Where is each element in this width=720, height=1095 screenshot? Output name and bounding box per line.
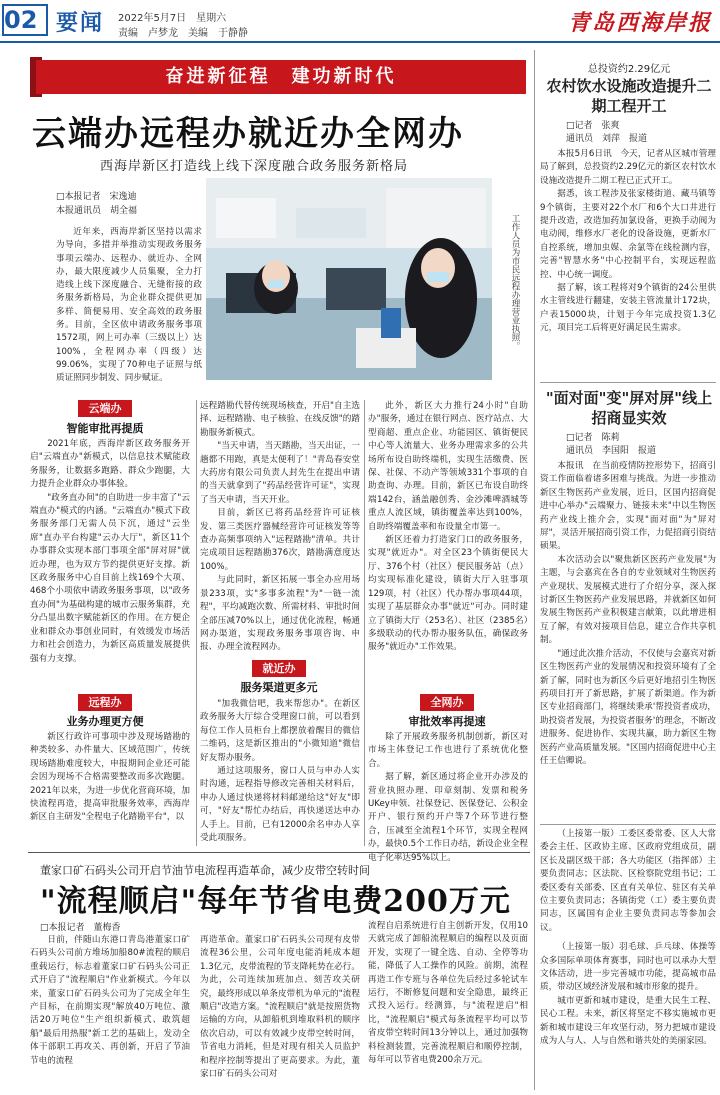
column-divider — [364, 400, 365, 846]
right-article-byline — [566, 120, 647, 146]
byline-correspondent: 通讯员 李国阳 报道 — [566, 446, 657, 456]
paragraph: "政务直办间"的自助进一步丰富了"云端直办"模式的内涵。"云端直办"模式下政务服务部门无需人员下沉，通过"云坐席"直办平台构建"云办大厅"，新区11个办事群众实现本部门事项全部"屏对屏"就近办理，也为双方节约提供更好支撑。新区政务服务中心自目前上线169个大项、468个小项依申请政务服务事项，以"政务直办间"为基础构建的城市云服务集群，充分凸显出数字赋能新区的作用。在方便企业和群众办事创业同时，有效缓发市场活力和社会创造力，为新区高质量发展提供强有力支撑。 — [30, 492, 190, 664]
photo-caption: 工作人员为市民远程办理营业执照。 — [510, 214, 520, 350]
lead-col2-body-2 — [200, 698, 360, 848]
paragraph: "通过此次推介活动，不仅使与会嘉宾对新区生物医药产业的发展情况和投资环境有了全新了解，同时也为新区今后更好地招引生物医药项目打开了新思路，扩展了新渠道。作为新区专业招商部门，将继续秉承'帮投资者成功，助投资者发展，为投资者服务'的理念，不断改进服务、促进协作、实现共赢，助力新区生物医药产业高质量发展。"区国内招商促进中心主任王信卿说。 — [540, 648, 716, 766]
lead-intro-text: 近年来，西海岸新区坚持以需求为导向，多措并举推动实现政务服务事项云端办、远程办、就近办、全网办，最大限度减少人员集聚，全力打造线上线下深度融合、无缝衔接的政务服务新格局，为企业群众提供更加多样、简便易用、安全高效的政务服务。目前，全区依申请政务服务事项1572项，网上可办率（三级以上）达100%，全程网办率（四级）达99.06%，实现了70种电子证照与纸质证照同步制发、同步赋证。 — [56, 227, 202, 384]
right-article-kicker: 总投资约2.29亿元 — [587, 64, 671, 75]
paragraph: 远程踏勘代替传统现场核查，开启"自主选择、远程踏勘、电子核验、在线反馈"的踏勘服务新模式。 — [200, 401, 360, 438]
section-name: 要闻 — [56, 11, 105, 36]
subhead-smart-approval: 智能审批再提质 — [66, 422, 144, 435]
subhead-convenient-handling: 业务办理更方便 — [66, 715, 144, 728]
paragraph: 据悉，该工程涉及张家楼街道、藏马镇等9个镇街，主要对22个水厂和6个大口井进行提升改造，改造加药加氯设备，更换手动阀为电动阀，维修水厂老化的设备设施，更新水厂自控系统，增加虫媒、余氯等在线检测内容，完善"智慧水务"中心控制平台，实现远程监控、中心统一调度。 — [540, 189, 716, 280]
paragraph: "加我微信吧，我来帮您办"。在新区政务服务大厅综合受理窗口前，可以看到每位工作人员柜台上都摆放着醒目的微信二维码，这是新区推出的"小微知道"微信好友帮办服务。 — [200, 699, 360, 763]
section-separator — [28, 852, 530, 853]
office-scene-image — [206, 178, 492, 380]
paragraph: 流程自启系统进行自主创新开发，仅用10天就完成了卸船流程顺启的编程以及页面开发，实现了一键全选、自动、全停等功能，降低了人工操作的风险。前期，流程再造工作专班与各单位先后经过多轮试车运行，不断修复问题和安全隐患，最终正式投入运行。经测算，与"流程逆启"相比，"流程顺启"模式每条流程平均可以节省皮带空转时间13分钟以上，通过加强物料检测装置，完善流程顺启和顺停控制，每年可以节省电费200余万元。 — [368, 921, 528, 1066]
paragraph: 目前，新区已将药品经营许可证核发、第三类医疗器械经营许可证核发等等查办高频事项纳入"远程踏勘"清单。共计完成项目远程踏勘376次，踏勘满意度达100%。 — [200, 508, 360, 572]
bottom-article-kicker: 董家口矿石码头公司开启节油节电流程再造革命，减少皮带空转时间 — [40, 864, 370, 877]
theme-banner: 奋进新征程 建功新时代 — [36, 60, 526, 94]
paragraph: 本报5月6日讯 今天，记者从区城市管理局了解到，总投资约2.29亿元的新区农村饮水设施改造提升二期工程已正式开工。 — [540, 149, 716, 186]
lead-byline — [56, 190, 137, 218]
lead-col1-body-2 — [30, 731, 190, 847]
paragraph: 此外，新区大力推行24小时"自助办"服务，通过在银行网点、医疗站点、大型商超、重点企业、功能园区、镇街便民中心等人流量大、业务办理需求多的公共场所布设自助终端机，实现生活缴费、医保、社保、不动产等领域331个事项的自助查询、办理。目前，新区已布设自助终端142台，涵盖融创秀、金沙滩啤酒城等重点人流区域，镇街覆盖率达到100%，自助终端覆盖率和布设量全市第一。 — [368, 401, 528, 532]
right-article2-body — [540, 460, 716, 822]
paragraph: 通过这项服务，窗口人员与申办人实时沟通，远程指导修改完善相关材料后，申办人通过快递将材料邮递给这"好友"即可，"好友"帮忙办结后，再快递送达申办人手上。目前，已有12000余名申办人享受此项服务。 — [200, 766, 360, 844]
article-separator — [540, 382, 716, 383]
subhead-faster-approval: 审批效率再提速 — [408, 715, 486, 728]
continued-articles — [540, 828, 716, 1092]
subhead-diverse-channels: 服务渠道更多元 — [240, 681, 318, 694]
byline-correspondent: 本报通讯员 胡全福 — [56, 206, 138, 216]
masthead-rule — [0, 41, 720, 43]
bottom-col2-body — [200, 934, 360, 1094]
right-column-divider — [534, 50, 535, 1090]
tag-cloud-service: 云端办 — [78, 400, 132, 417]
paragraph: 本次活动会以"聚焦新区医药产业发展"为主题，与会嘉宾在各自的专业领域对生物医药产业现状、发展模式进行了介绍分享，深入探讨新区生物医药产业发展思路，并就新区如何发展生物医药产业积极建言献策，以此增进相互了解，有效对接项目信息，建立合作共享机制。 — [540, 554, 716, 646]
paragraph: 除了开展政务服务机制创新，新区对市场主体登记工作也进行了系统优化整合。 — [368, 732, 528, 769]
bottom-col1-body — [30, 934, 190, 1094]
paragraph: 2021年底，西海岸新区政务服务开启"云端直办"新模式，以信息技术赋能政务服务，让数据多跑路、群众少跑腿，大力提升企业群众办事体验。 — [30, 439, 190, 490]
tag-online-service: 全网办 — [420, 694, 474, 711]
issue-date: 2022年5月7日 星期六 — [118, 13, 227, 24]
lead-subheadline: 西海岸新区打造线上线下深度融合政务服务新格局 — [100, 159, 409, 174]
tag-nearby-service: 就近办 — [252, 660, 306, 677]
paragraph: "当天申请，当天踏勘，当天出证，一趟都不用跑，真是太便利了！"青岛春安堂大药房有限公司负责人封先生在提出申请的当天就拿到了"药品经营许可证"，实现了当天申请，当天开业。 — [200, 441, 360, 505]
bottom-article-byline: □本报记者 董梅香 — [40, 923, 121, 933]
byline-correspondent: 通讯员 刘萍 报道 — [566, 134, 648, 144]
right-article2-headline: "面对面"变"屏对屏"线上招商显实效 — [545, 389, 713, 427]
bottom-col3-body — [368, 920, 528, 1094]
lead-col2-body — [200, 400, 360, 656]
newspaper-logo: 青岛西海岸报 — [567, 10, 712, 36]
paragraph: （上接第一版）工委区委常委、区人大常委会主任、区政协主席、区政府党组成员，副区长及副区级干部；各大功能区（指挥部）主要负责同志；区法院、区检察院党组书记；工委区委有关部委、区直有关单位、驻区有关单位主要负责同志；各镇街党（工）委主要负责同志，区属国有企业主要负责同志等参加会议。 — [540, 829, 716, 933]
right-article-body — [540, 148, 716, 376]
paragraph: 日前，伴随山东港口青岛港董家口矿石码头公司前方堆场加船80#流程的顺启重载运行，标志着董家口矿石码头公司正式开启了"流程顺启"作业新模式。今年以来，董家口矿石码头公司为了完成全年生产目标，在前期实现"解放40万吨位、激活20万吨位"生产组织新模式、敢筑超船"最后用热服"新工艺的基础上，发动全体干部职工再攻关、再创新，开启了节油节电的流程 — [30, 935, 190, 1066]
bottom-article-headline: "流程顺启"每年节省电费200万元 — [40, 884, 511, 919]
paragraph: （上接第一版）羽毛球、乒乓球、体操等众多国际单项体育赛事，同时也可以承办大型文体活动，进一步完善城市功能，提高城市品质，带动区域经济发展和城市形象的提升。 — [540, 942, 716, 993]
editor-credits: 责编 卢梦龙 美编 于静静 — [118, 28, 248, 39]
article-separator — [540, 824, 716, 825]
lead-photo — [206, 178, 492, 380]
paragraph: 本报讯 在当前疫情防控形势下，招商引资工作面临着诸多困难与挑战。为进一步推动新区生物医药产业发展，近日，区国内招商促进中心举办"云端聚力、链接未来"中以生物医药产业线上推介会，实现"面对面"为"屏对屏"，灵活开展招商引资工作，力促招商引资结硕果。 — [540, 461, 716, 552]
lead-intro — [56, 226, 202, 386]
byline-reporter: □本报记者 宋逸迪 — [56, 192, 137, 202]
byline-reporter: □记者 陈莉 — [566, 433, 620, 443]
page-number: 02 — [4, 6, 38, 34]
paragraph: 城市更新和城市建设，是重大民生工程、民心工程。未来，新区将坚定不移实施城市更新和城市建设三年攻坚行动，努力把城市建设成为人与人、人与自然和谐共处的美丽家园。 — [540, 995, 716, 1047]
lead-headline: 云端办远程办就近办全网办 — [32, 114, 464, 154]
right-article2-byline — [566, 432, 656, 458]
lead-col3-body — [368, 400, 528, 690]
paragraph: 与此同时，新区拓展一事全办应用场景233项，实"多事多流程"为"一链一流程"，平均减跑次数、所需材料、审批时间全部压减70%以上，通过优化流程，畅通网办渠道，实现政务服务事项咨询、申报、办理全流程网办。 — [200, 575, 360, 653]
paragraph: 新区行政许可事项中涉及现场踏勘的种类较多、办件量大、区域范围广，传统现场踏勘难度较大，申报期间企业还可能会因为现场不合格需要整改而多次跑腿。2021年以来，为进一步优化营商环境，加快流程再造，提高审批服务效率，西海岸新区自主研发"全程电子化踏勘平台"，以 — [30, 732, 190, 823]
lead-col1-body — [30, 438, 190, 690]
right-article-headline: 农村饮水设施改造提升二期工程开工 — [546, 77, 712, 115]
paragraph: 据了解，新区通过将企业开办涉及的营业执照办理、印章刻制、发票和税务UKey申领、社保登记、医保登记、公积金开户、银行预约开户等7个环节进行整合，压减至全流程1个环节，实现全程网办，最快0.5个工作日办结，新设企业全程电子化率达95%以上。 — [368, 772, 528, 863]
tag-remote-service: 远程办 — [78, 694, 132, 711]
byline-reporter: □记者 张爽 — [566, 121, 620, 131]
column-divider — [196, 400, 197, 846]
paragraph: 新区还着力打造家门口的政务服务，实现"就近办"。对全区23个镇街便民大厅、376个村（社区）便民服务站（点）均实现标准化建设，镇街大厅入驻事项129项，村（社区）代办帮办事项44项，实现了基层群众办事"就近"可办。同时建立了镇街大厅（253名）、社区（2385名）多级联动的代办帮办服务队伍，确保政务服务"就近办"工作效果。 — [368, 535, 528, 653]
paragraph: 再造革命。董家口矿石码头公司现有皮带流程36公里，公司年度电能消耗成本超1.3亿元，皮带流程的节支降耗势在必行。为此，公司连续加班加点、刻苦攻关研究，最终形成以单条皮带机为单元的"流程顺启"改造方案。"流程顺启"就是按照货物运输的方向，从卸船机到堆取料机的顺序依次启动，可以有效减少皮带空转时间，节省电力消耗，但是对现有相关人员监护和程序控制等提出了更高要求。为此，董家口矿石码头公司对 — [200, 935, 360, 1080]
paragraph: 据了解，该工程将对9个镇街的24公里供水主管线进行翻建，安装主管流量计172块，户表15000块，计划于今年完成投资1.3亿元，项目完工后将更好满足民生需求。 — [540, 283, 716, 334]
lead-col3-body-2 — [368, 731, 528, 863]
